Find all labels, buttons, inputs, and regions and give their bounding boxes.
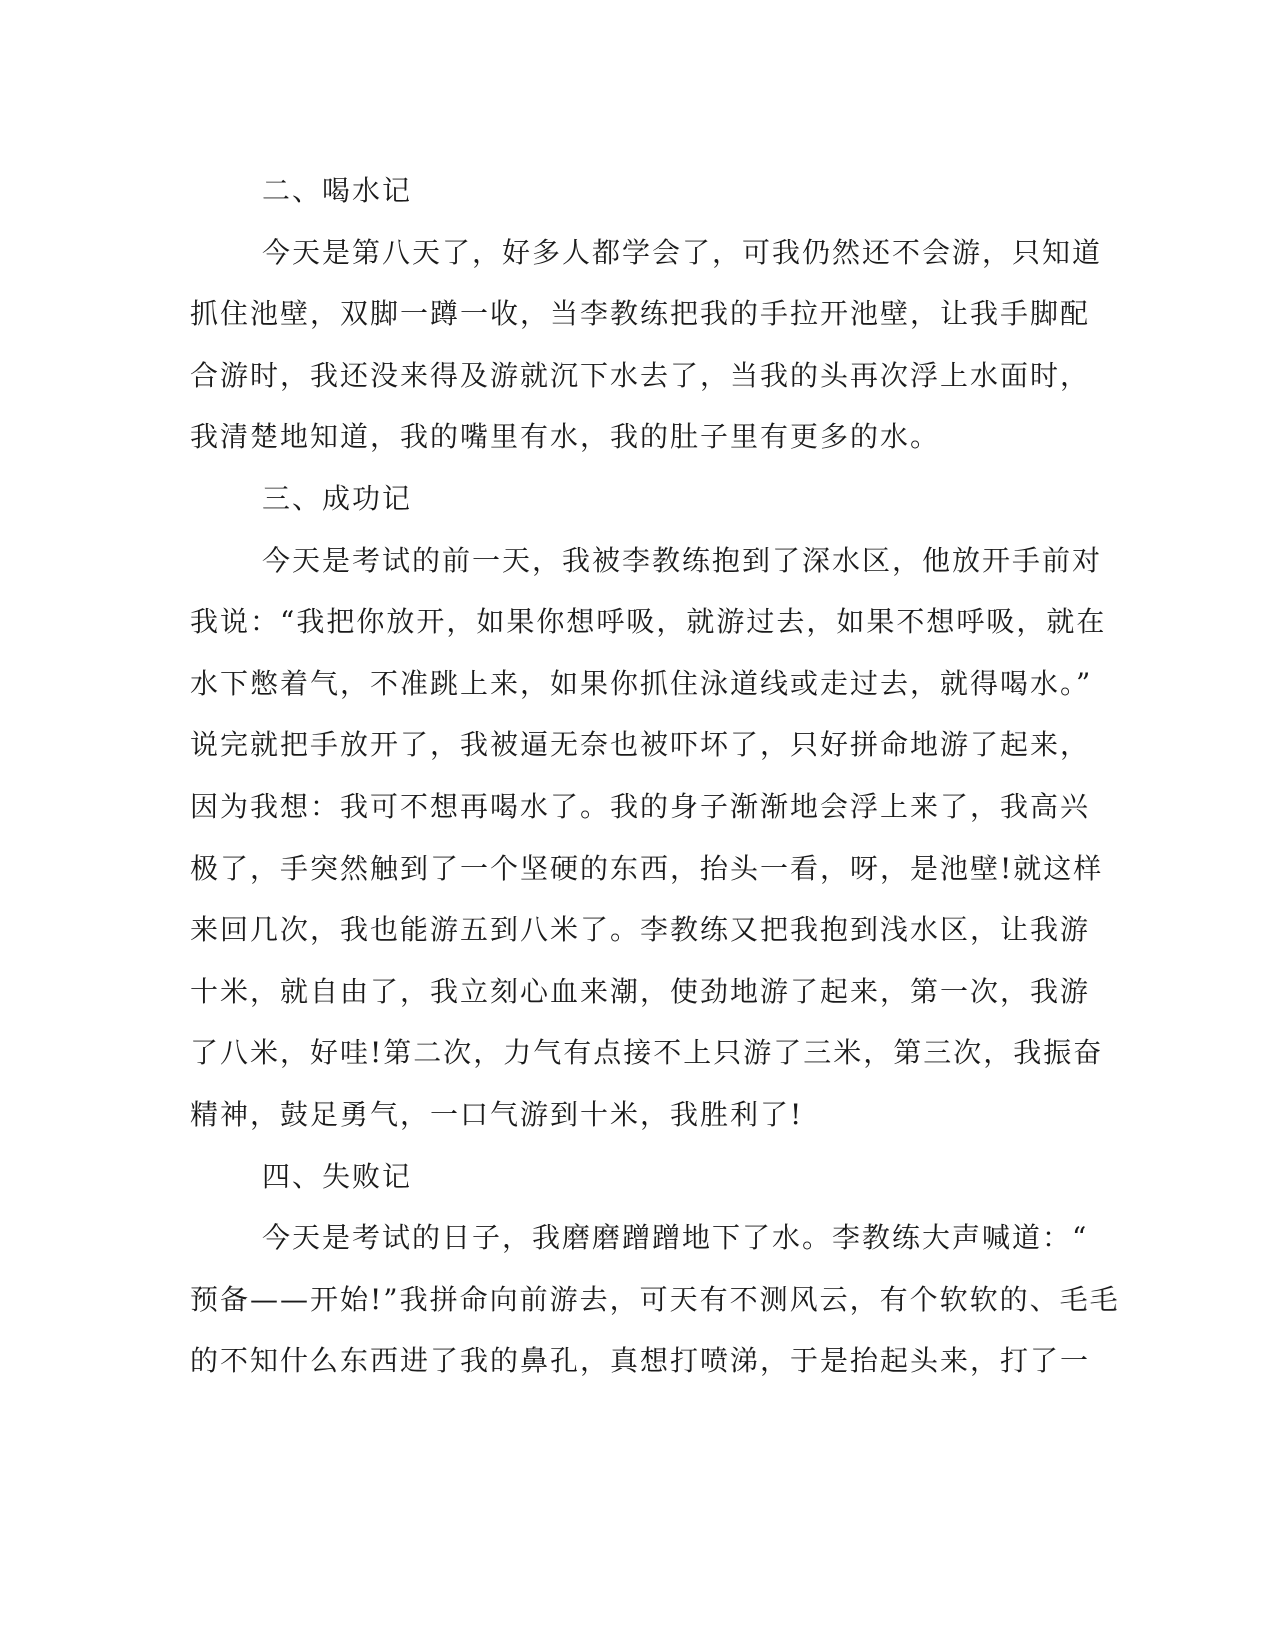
paragraph-line: 抓住池壁，双脚一蹲一收，当李教练把我的手拉开池壁，让我手脚配 <box>190 297 1091 331</box>
section-heading-success: 三、成功记 <box>262 481 413 515</box>
paragraph-line: 水下憋着气，不准跳上来，如果你抓住泳道线或走过去，就得喝水。” <box>190 666 1093 700</box>
paragraph-line: 合游时，我还没来得及游就沉下水去了，当我的头再次浮上水面时， <box>190 358 1091 392</box>
paragraph-line: 精神，鼓足勇气，一口气游到十米，我胜利了! <box>190 1097 804 1131</box>
paragraph-line: 因为我想：我可不想再喝水了。我的身子渐渐地会浮上来了，我高兴 <box>190 789 1091 823</box>
paragraph-line: 预备——开始!”我拼命向前游去，可天有不测风云，有个软软的、毛毛 <box>190 1282 1120 1316</box>
paragraph-line: 极了，手突然触到了一个坚硬的东西，抬头一看，呀，是池壁!就这样 <box>190 851 1104 885</box>
document-body <box>190 160 1120 1392</box>
paragraph-line: 说完就把手放开了，我被逼无奈也被吓坏了，只好拼命地游了起来， <box>190 728 1091 762</box>
paragraph-line: 今天是第八天了，好多人都学会了，可我仍然还不会游，只知道 <box>262 235 1103 269</box>
paragraph-line: 我说：“我把你放开，如果你想呼吸，就游过去，如果不想呼吸，就在 <box>190 605 1107 639</box>
paragraph-line: 了八米，好哇!第二次，力气有点接不上只游了三米，第三次，我振奋 <box>190 1036 1104 1070</box>
paragraph-line: 我清楚地知道，我的嘴里有水，我的肚子里有更多的水。 <box>190 420 941 454</box>
section-heading-drinking-water: 二、喝水记 <box>262 174 413 207</box>
paragraph-line: 今天是考试的日子，我磨磨蹭蹭地下了水。李教练大声喊道：“ <box>262 1221 1089 1255</box>
paragraph-line: 的不知什么东西进了我的鼻孔，真想打喷涕，于是抬起头来，打了一 <box>190 1344 1091 1378</box>
paragraph-line: 来回几次，我也能游五到八米了。李教练又把我抱到浅水区，让我游 <box>190 913 1091 947</box>
paragraph-line: 十米，就自由了，我立刻心血来潮，使劲地游了起来，第一次，我游 <box>190 974 1091 1008</box>
paragraph-line: 今天是考试的前一天，我被李教练抱到了深水区，他放开手前对 <box>262 543 1103 577</box>
section-heading-failure: 四、失败记 <box>262 1159 413 1193</box>
